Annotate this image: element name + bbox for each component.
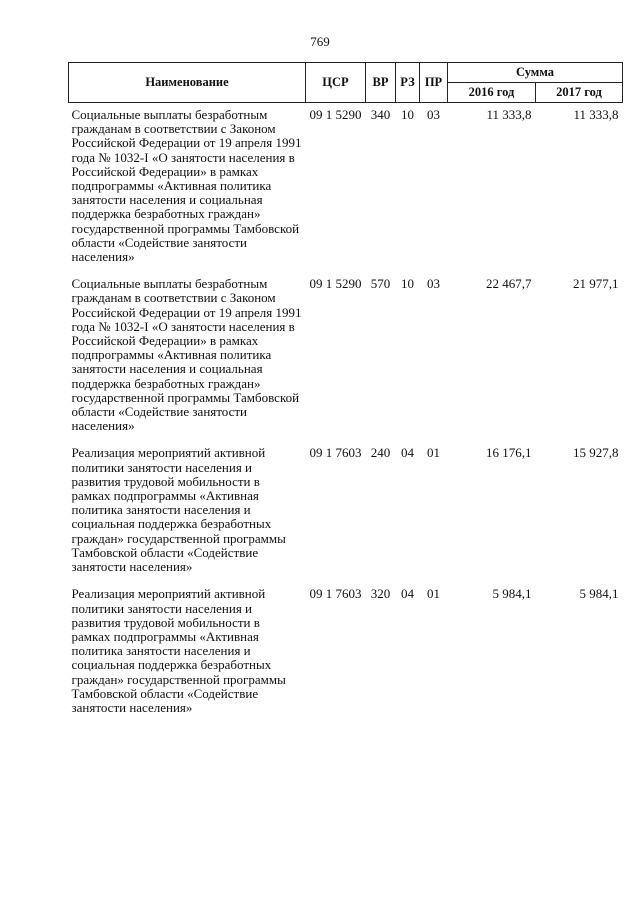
row-sum-2017: 5 984,1: [579, 586, 619, 602]
table-row: [69, 441, 623, 582]
row-csr: 09 1 5290: [309, 276, 362, 292]
row-rz: 10: [401, 107, 414, 122]
header-sum: Сумма: [448, 63, 623, 83]
row-pr: 01: [427, 586, 440, 602]
header-year-2017: 2017 год: [536, 83, 623, 103]
row-pr: 03: [427, 107, 440, 122]
header-year-2016: 2016 год: [448, 83, 536, 103]
row-pr: 01: [427, 445, 440, 461]
table-row: [69, 272, 623, 441]
row-name: Социальные выплаты безработным гражданам в соответствии с Законом Российской Федерации от 19 апреля 1991 года № 1032-I «О занятости населения в Российской Федерации» в рамках подпрограммы «Активная политика занятости населения и социальная поддержка безработных граждан» государственной программы Тамбовской области «Содействие занятости населения»: [71, 276, 302, 434]
table-row: [69, 103, 623, 273]
row-name: Реализация мероприятий активной политики занятости населения и развития трудовой мобильности в рамках подпрограммы «Активная политика занятости населения и социальная поддержка безработных граждан» государственной программы Тамбовской области «Содействие занятости населения»: [71, 586, 286, 715]
header-csr: ЦСР: [306, 63, 366, 103]
header-vr: ВР: [366, 63, 396, 103]
header-rz: РЗ: [396, 63, 420, 103]
row-vr: 320: [370, 586, 391, 602]
row-sum-2017: 21 977,1: [573, 276, 619, 292]
row-rz: 10: [401, 276, 414, 292]
page-number: 769: [310, 34, 330, 49]
row-pr: 03: [427, 276, 440, 292]
row-name: Реализация мероприятий активной политики занятости населения и развития трудовой мобильности в рамках подпрограммы «Активная политика занятости населения и социальная поддержка безработных граждан» государственной программы Тамбовской области «Содействие занятости населения»: [71, 445, 286, 575]
row-csr: 09 1 7603: [309, 445, 362, 461]
table-row: [69, 582, 623, 723]
header-pr: ПР: [420, 63, 448, 103]
row-sum-2016: 5 984,1: [492, 586, 532, 602]
row-name: Социальные выплаты безработным гражданам в соответствии с Законом Российской Федерации от 19 апреля 1991 года № 1032-I «О занятости населения в Российской Федерации» в рамках подпрограммы «Активная политика занятости населения и социальная поддержка безработных граждан» государственной программы Тамбовской области «Содействие занятости населения»: [71, 107, 302, 265]
row-sum-2017: 11 333,8: [573, 107, 619, 122]
row-sum-2016: 11 333,8: [486, 107, 532, 122]
row-vr: 340: [370, 107, 391, 122]
row-csr: 09 1 5290: [309, 107, 362, 122]
row-sum-2016: 16 176,1: [486, 445, 532, 461]
row-rz: 04: [401, 445, 414, 461]
row-vr: 570: [370, 276, 391, 292]
row-rz: 04: [401, 586, 414, 602]
row-sum-2017: 15 927,8: [573, 445, 619, 461]
header-name: Наименование: [69, 63, 306, 103]
table-header: [69, 63, 623, 103]
row-sum-2016: 22 467,7: [486, 276, 532, 292]
row-csr: 09 1 7603: [309, 586, 362, 602]
budget-table: [68, 62, 623, 723]
row-vr: 240: [370, 445, 391, 461]
